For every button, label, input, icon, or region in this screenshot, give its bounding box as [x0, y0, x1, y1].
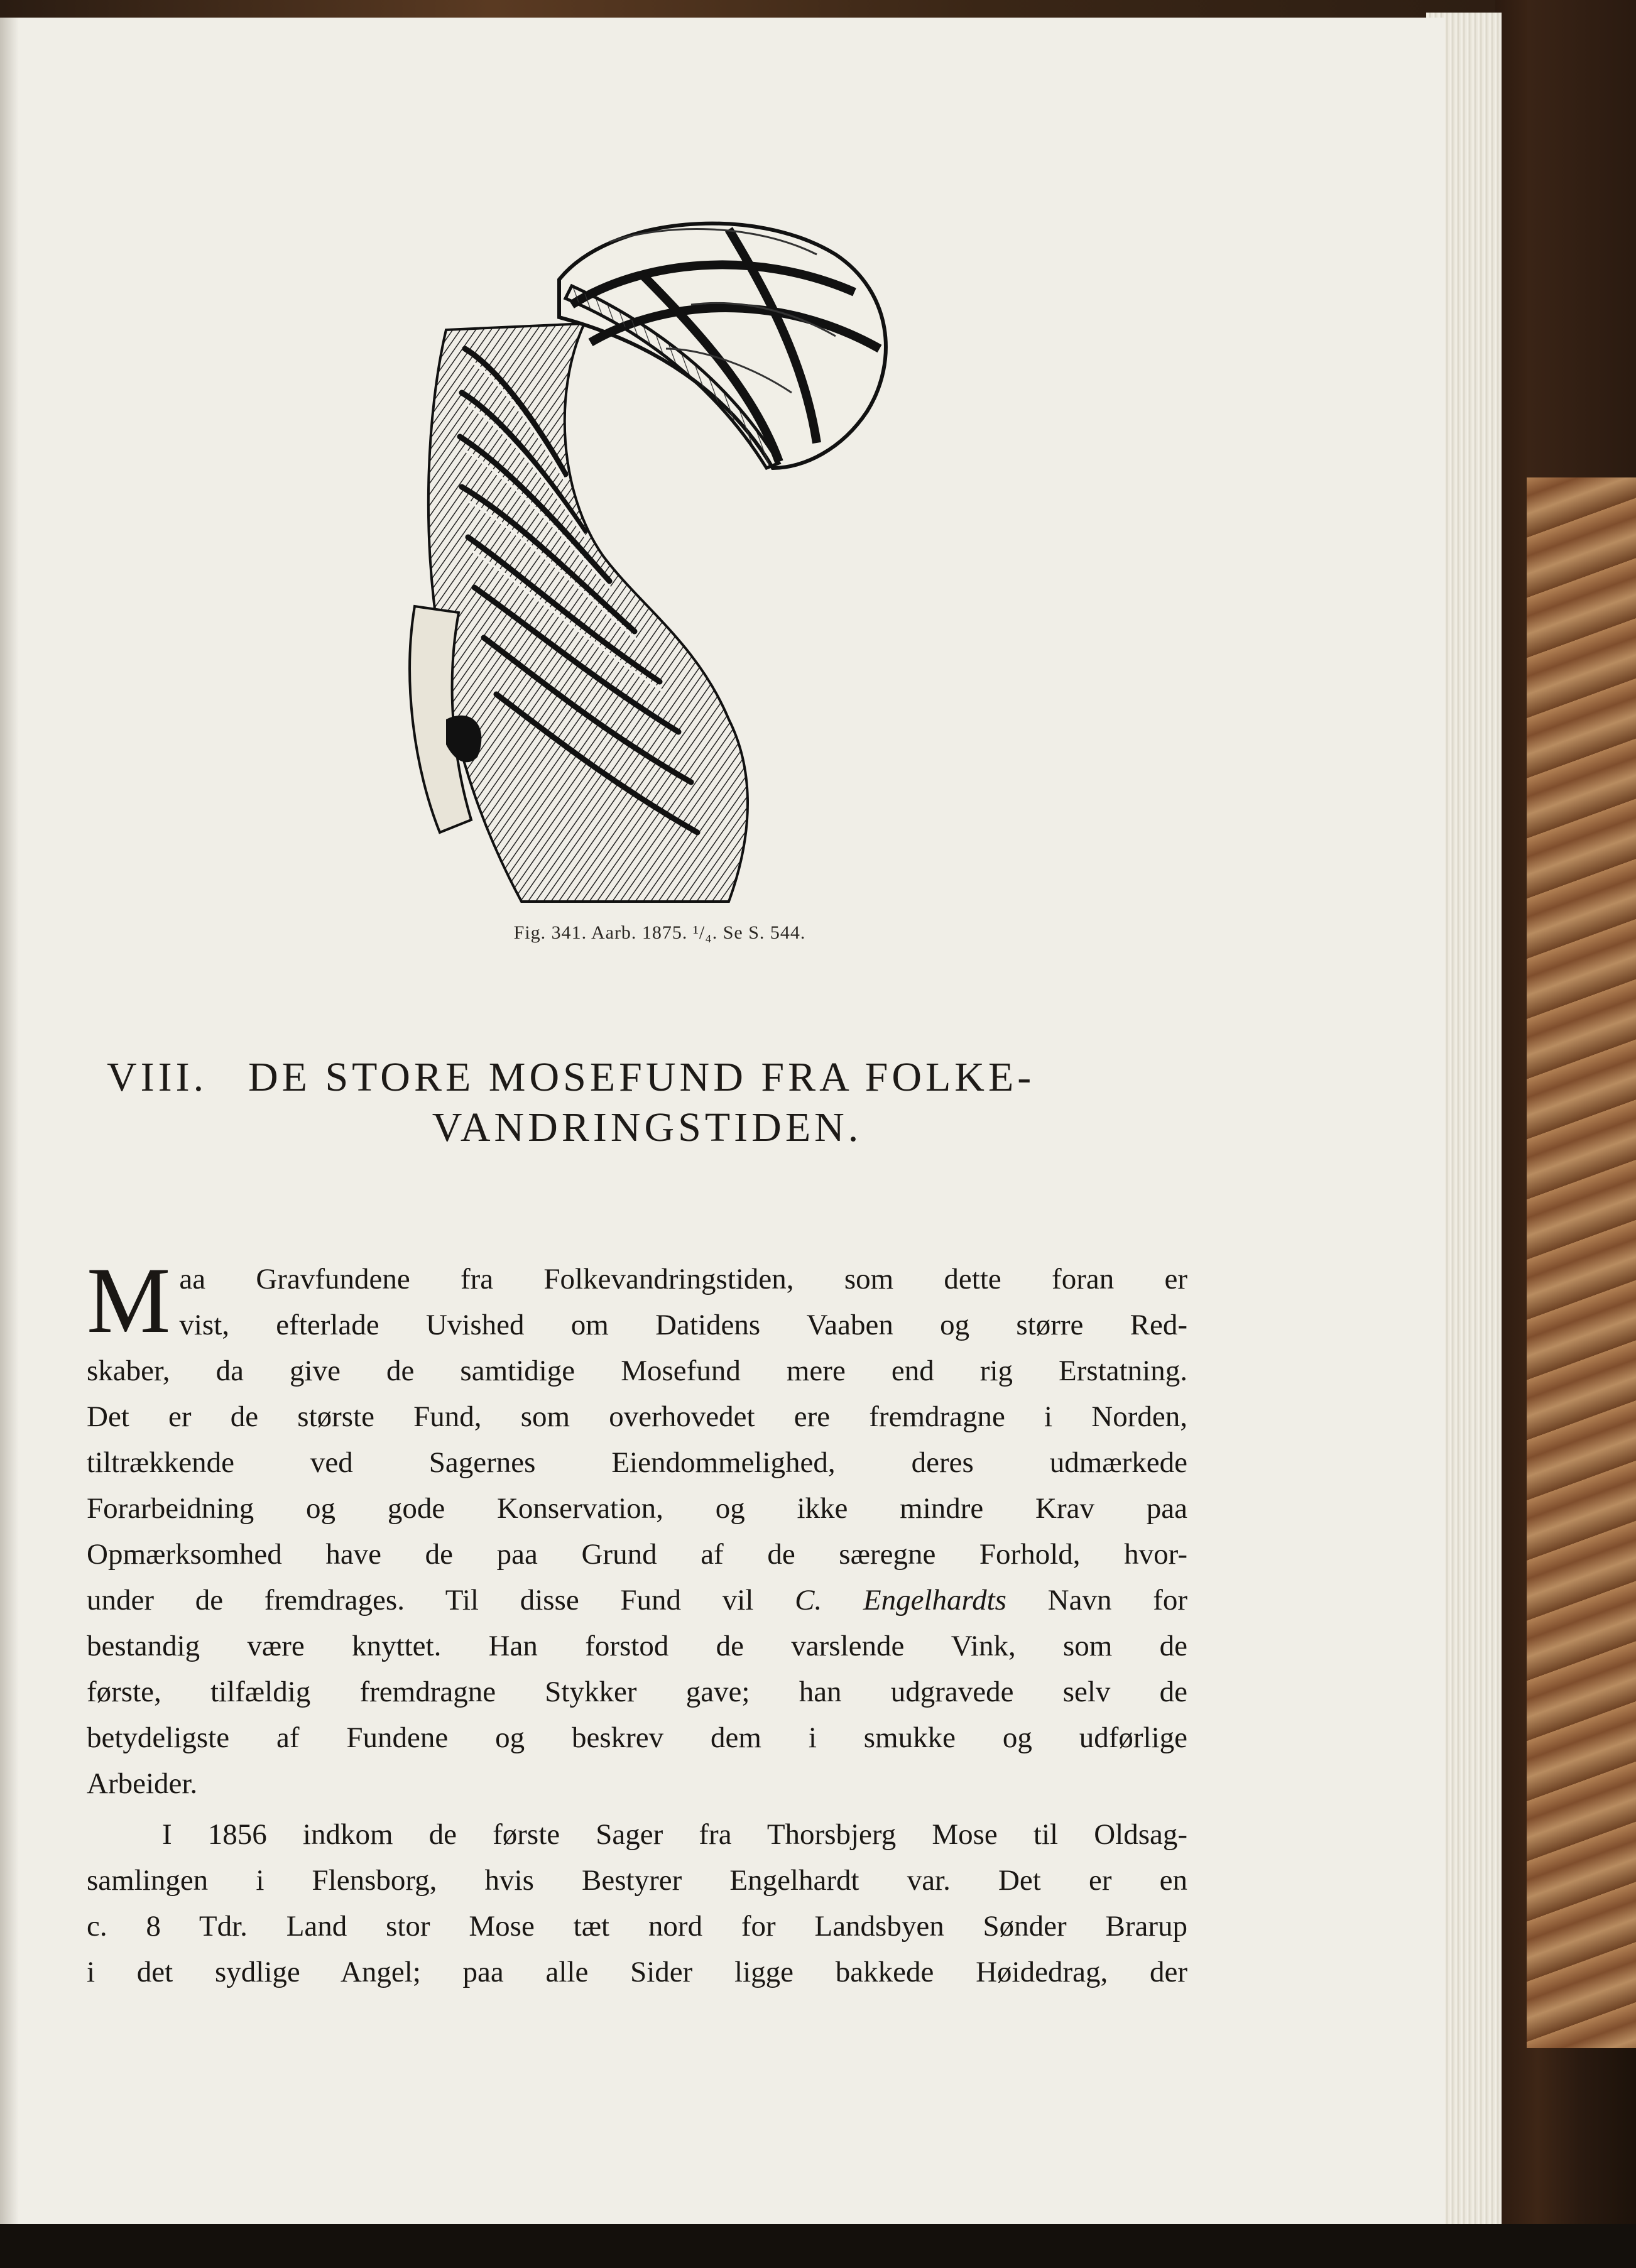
text-line: første, tilfældig fremdragne Stykker gave; han udgravede selv de [87, 1676, 1187, 1708]
text-line: vist, efterlade Uvished om Datidens Vaaben og større Red- [179, 1309, 1187, 1341]
text-line: skaber, da give de samtidige Mosefund mere end rig Erstatning. [87, 1355, 1187, 1387]
text-line: Opmærksomhed have de paa Grund af de særegne Forhold, hvor- [87, 1538, 1187, 1571]
chapter-heading [107, 1052, 1187, 1153]
paragraph-1 [87, 1257, 1187, 1807]
gutter-shadow [0, 18, 19, 2224]
text-line: I 1856 indkom de første Sager fra Thorsbjerg Mose til Oldsag- [162, 1818, 1187, 1851]
author-name: C. Engelhardts [795, 1584, 1006, 1616]
marbled-board [1527, 477, 1636, 2048]
text-line: Arbeider. [87, 1767, 198, 1800]
helmet-illustration [402, 204, 898, 920]
text-line: i det sydlige Angel; paa alle Sider ligge bakkede Høidedrag, der [87, 1956, 1187, 1988]
drop-cap: M [87, 1263, 171, 1338]
chapter-title-line1: DE STORE MOSEFUND FRA FOLKE- [248, 1054, 1035, 1100]
text-line: betydeligste af Fundene og beskrev dem i smukke og udførlige [87, 1721, 1187, 1754]
text-line: samlingen i Flensborg, hvis Bestyrer Engelhardt var. Det er en [87, 1864, 1187, 1897]
text-segment: Navn for [1006, 1584, 1187, 1616]
text-line: Forarbeidning og gode Konservation, og ikke mindre Krav paa [87, 1492, 1187, 1525]
figure-caption: Fig. 341. Aarb. 1875. ¹/₄. Se S. 544. [513, 922, 806, 943]
chapter-title-line2: VANDRINGSTIDEN. [432, 1104, 863, 1150]
book-cover-leather [1527, 0, 1636, 477]
text-segment: under de fremdrages. Til disse Fund vil [87, 1584, 795, 1616]
text-line: aa Gravfundene fra Folkevandringstiden, som dette foran er [179, 1263, 1187, 1295]
text-line: tiltrækkende ved Sagernes Eiendommelighed, deres udmærkede [87, 1446, 1187, 1479]
text-line: Det er de største Fund, som overhovedet ere fremdragne i Norden, [87, 1400, 1187, 1433]
chapter-number: VIII. [107, 1054, 208, 1100]
text-line: bestandig være knyttet. Han forstod de varslende Vink, som de [87, 1630, 1187, 1662]
book-bottom-edge [0, 2224, 1636, 2268]
text-line: c. 8 Tdr. Land stor Mose tæt nord for Landsbyen Sønder Brarup [87, 1910, 1187, 1943]
body-text [87, 1257, 1187, 1995]
text-line [87, 1578, 1187, 1623]
paragraph-2 [87, 1812, 1187, 1995]
